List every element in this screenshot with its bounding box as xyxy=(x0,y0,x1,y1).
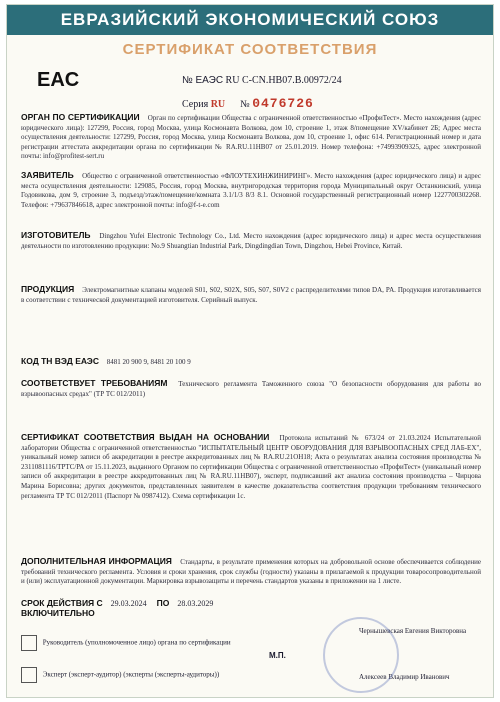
basis-heading: СЕРТИФИКАТ СООТВЕТСТВИЯ ВЫДАН НА ОСНОВАНИИ xyxy=(21,432,270,442)
series-code: RU xyxy=(210,99,226,110)
complies-heading: СООТВЕТСТВУЕТ ТРЕБОВАНИЯМ xyxy=(21,378,168,388)
head-seal-box xyxy=(21,635,37,651)
validity-heading: СРОК ДЕЙСТВИЯ С xyxy=(21,598,103,608)
reg-value: RU C-CN.НВ07.В.00972/24 xyxy=(225,75,342,86)
seal-mark: М.П. xyxy=(269,651,286,660)
expert-seal-box xyxy=(21,667,37,683)
code-value: 8481 20 900 9, 8481 20 100 9 xyxy=(106,358,191,366)
expert-label: Эксперт (эксперт-аудитор) (эксперты (эксперты-аудиторы)) xyxy=(42,670,220,679)
additional-text: Стандарты, в результате применения которых на добровольной основе обеспечивается соблюдение требований технического регламента. Условия и сроки хранения, срок службы (годности) указаны в прилагаемой к продукции товаросопроводительной и (или) эксплуатационной документации. Маркировка взрывозащиты и перечень стандартов указаны в приложении на 1 листе. xyxy=(21,558,482,586)
expert-name: Алексеев Владимир Иванович xyxy=(359,673,450,681)
seal-stamp xyxy=(323,617,399,693)
code-heading: КОД ТН ВЭД ЕАЭС xyxy=(21,356,99,366)
series-label: Серия xyxy=(182,99,209,110)
union-banner: ЕВРАЗИЙСКИЙ ЭКОНОМИЧЕСКИЙ СОЮЗ xyxy=(7,5,493,35)
applicant-section xyxy=(21,171,481,210)
validity-section xyxy=(21,599,481,618)
applicant-text: Общество с ограниченной ответственностью «ФЛОУТЕХИНЖИНИРИНГ». Место нахождения (адрес юридического лица) и адрес места осуществления деятельности: 129085, Россия, город Москва, внутригородская территория города Муниципальный округ Останкинский, улица Годовикова, дом 9, строение 3, подъезд/этаж/помещение/комната 3.1/1/3 8/3 8.1. Основной государственный регистрационный номер 1227700302268. Телефон: +79637846618, адрес электронной почты: info@f-t-e.com xyxy=(21,172,482,209)
product-section xyxy=(21,285,481,305)
organ-heading: ОРГАН ПО СЕРТИФИКАЦИИ xyxy=(21,112,140,122)
head-label: Руководитель (уполномоченное лицо) органа по сертификации xyxy=(42,638,231,647)
manufacturer-name: Dingzhou Yufei Electronic Technology Co., Ltd. xyxy=(99,232,241,240)
additional-heading: ДОПОЛНИТЕЛЬНАЯ ИНФОРМАЦИЯ xyxy=(21,556,172,566)
complies-section xyxy=(21,379,481,399)
additional-section xyxy=(21,557,481,587)
complies-text: Технического регламента Таможенного союза "О безопасности оборудования для работы во взрывоопасных средах" (ТР ТС 012/2011) xyxy=(21,380,482,398)
manufacturer-section xyxy=(21,231,481,251)
validity-to-label: ПО xyxy=(156,598,170,608)
registration-number xyxy=(182,75,342,86)
expert-signature-row xyxy=(21,667,481,683)
code-section xyxy=(21,357,481,368)
validity-to: 28.03.2029 xyxy=(177,599,214,608)
validity-inclusive: ВКЛЮЧИТЕЛЬНО xyxy=(21,607,95,618)
number-label: № xyxy=(240,99,250,110)
product-heading: ПРОДУКЦИЯ xyxy=(21,284,75,294)
organ-text: Орган по сертификации Общества с ограниченной ответственностью «ПрофиТест». Место нахождения (адрес юридического лица): 127299, Россия, город Москва, улица Космонавта Волкова, дом 10, строение 1, этаж 8/помещение XV/кабинет 2Б; Адрес места осуществления деятельности: 127299, Россия, город Москва, улица Космонавта Волкова, дом 10, строение 1, офис 614. Регистрационный номер и дата регистрации аттестата аккредитации органа по сертификации № RA.RU.11НВ07 от 25.01.2019. Номер телефона: +74993909325, адрес электронной почты: info@profitest-sert.ru xyxy=(21,114,482,161)
basis-section xyxy=(21,433,481,501)
manufacturer-text: Место нахождения (адрес юридического лица) и адрес места осуществления деятельности по изготовлению продукции: No.9 Shuangtian Industrial Park, Dingdingdian Town, Dingzhou, Hebei Province, Китай. xyxy=(21,232,481,250)
certificate-sheet xyxy=(6,4,494,698)
series-line xyxy=(182,96,314,111)
basis-text: Протокола испытаний № 673/24 от 21.03.2024 Испытательной лаборатории Общества с ограниченной ответственностью "ИСПЫТАТЕЛЬНЫЙ ЦЕНТР ОБОРУДОВАНИЯ ДЛЯ ВЗРЫВООПАСНЫХ СРЕД ЛАБ-ЕХ", уникальный номер записи об аккредитации в реестре аккредитованных лиц № RA.RU.21ОН18; Акта о результатах анализа состояния производства № 2311081116/ТРТС/РА от 15.11.2023, выданного Органом по сертификации Общества с ограниченной ответственностью «ПрофиТест» (уникальный номер записи об аккредитации в реестре аккредитованных лиц № RA.RU.11НВ07), эксперт, подписавший акт анализа состояния производства – Чирцова Марина Борисовна; других документов, представленных заявителем в качестве доказательства соответствия продукции требованиям технического регламента ТР ТС 012/2011 (Паспорт № 0987412). Схема сертификации 1с. xyxy=(21,434,482,500)
reg-label: № ЕАЭС xyxy=(182,75,224,86)
applicant-heading: ЗАЯВИТЕЛЬ xyxy=(21,170,74,180)
product-text: Электромагнитные клапаны моделей S01, S02, S02X, S05, S07, S0V2 с распределителями типов DA, PA. Продукция изготавливается в соответствии с технической документацией изготовителя. Серийный выпуск. xyxy=(21,286,482,304)
validity-from: 29.03.2024 xyxy=(110,599,147,608)
head-name: Чернышевская Евгения Викторовна xyxy=(359,627,467,635)
certificate-title: СЕРТИФИКАТ СООТВЕТСТВИЯ xyxy=(122,41,378,58)
form-number: 0476726 xyxy=(252,96,314,111)
organ-section xyxy=(21,113,481,162)
head-signature-row xyxy=(21,627,481,651)
manufacturer-heading: ИЗГОТОВИТЕЛЬ xyxy=(21,230,91,240)
eac-logo: EAC xyxy=(37,69,80,91)
